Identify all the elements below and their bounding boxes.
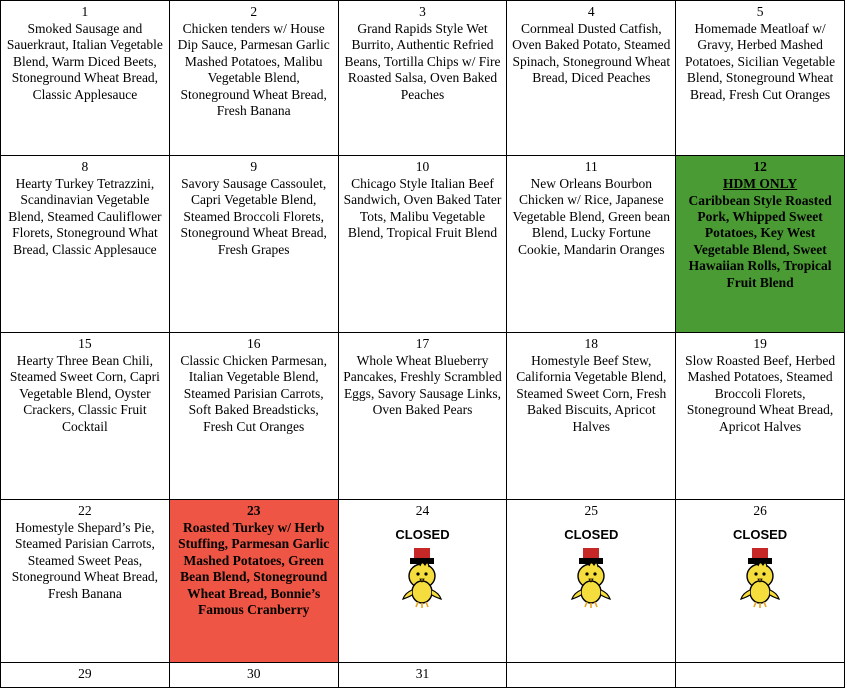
day-menu-text: Smoked Sausage and Sauerkraut, Italian Vegetable Blend, Warm Diced Beets, Stoneground Wheat Bread, Classic Applesauce xyxy=(6,21,163,102)
calendar-day-cell xyxy=(338,156,507,333)
closed-label: CLOSED xyxy=(395,527,450,542)
calendar-day-cell-closed xyxy=(507,500,676,663)
calendar-day-cell xyxy=(169,1,338,156)
day-number: 5 xyxy=(756,4,764,19)
calendar-day-cell xyxy=(507,1,676,156)
day-number: 25 xyxy=(584,503,599,518)
calendar-day-cell xyxy=(676,1,845,156)
day-menu-text: Roasted Turkey w/ Herb Stuffing, Parmesan Garlic Mashed Potatoes, Green Bean Blend, Stoneground Wheat Bread, Bonnie’s Famous Cranberry xyxy=(178,520,330,618)
calendar-day-cell xyxy=(169,156,338,333)
day-menu-text: Caribbean Style Roasted Pork, Whipped Sweet Potatoes, Key West Vegetable Blend, Sweet Hawaiian Rolls, Tropical Fruit Blend xyxy=(688,192,832,290)
calendar-day-cell xyxy=(507,333,676,500)
woodstock-pilgrim-icon xyxy=(680,546,840,608)
day-menu-text: New Orleans Bourbon Chicken w/ Rice, Japanese Vegetable Blend, Green bean Blend, Lucky Fortune Cookie, Mandarin Oranges xyxy=(512,176,670,257)
calendar-week-row xyxy=(1,333,845,500)
day-number: 29 xyxy=(78,666,92,681)
calendar-day-cell xyxy=(1,156,170,333)
closed-label: CLOSED xyxy=(733,527,788,542)
day-number: 4 xyxy=(587,4,595,19)
day-number: 12 xyxy=(753,159,767,174)
day-menu-text: Hearty Turkey Tetrazzini, Scandinavian Vegetable Blend, Steamed Cauliflower Florets, Stoneground What Bread, Classic Applesauce xyxy=(8,176,162,257)
calendar-day-cell xyxy=(1,500,170,663)
calendar-week-row xyxy=(1,156,845,333)
day-menu-text: Homestyle Beef Stew, California Vegetable Blend, Steamed Sweet Corn, Fresh Baked Biscuits, Apricot Halves xyxy=(516,353,667,434)
day-number: 18 xyxy=(584,336,599,351)
day-number: 22 xyxy=(78,503,92,518)
calendar-day-cell xyxy=(507,156,676,333)
woodstock-pilgrim-icon xyxy=(511,546,671,608)
day-number: 17 xyxy=(415,336,430,351)
calendar-day-cell xyxy=(1,1,170,156)
day-number: 26 xyxy=(753,503,767,518)
day-number: 31 xyxy=(415,666,430,681)
day-menu-text: Chicago Style Italian Beef Sandwich, Oven Baked Tater Tots, Malibu Vegetable Blend, Tropical Fruit Blend xyxy=(343,176,502,241)
day-number: 16 xyxy=(246,336,261,351)
day-number: 23 xyxy=(246,503,261,518)
day-menu-text: Cornmeal Dusted Catfish, Oven Baked Potato, Steamed Spinach, Stoneground Wheat Bread, Diced Peaches xyxy=(512,21,671,86)
calendar-day-cell-closed xyxy=(676,500,845,663)
day-menu-text: Savory Sausage Cassoulet, Capri Vegetable Blend, Steamed Broccoli Florets, Stoneground Wheat Bread, Fresh Grapes xyxy=(180,176,327,257)
day-note: HDM ONLY xyxy=(723,176,798,191)
calendar-day-cell-highlighted xyxy=(676,156,845,333)
day-menu-text: Homestyle Shepard’s Pie, Steamed Parisian Carrots, Steamed Sweet Peas, Stoneground Wheat Bread, Fresh Banana xyxy=(11,520,159,601)
day-number: 10 xyxy=(415,159,430,174)
day-menu-text: Whole Wheat Blueberry Pancakes, Freshly Scrambled Eggs, Savory Sausage Links, Oven Baked Pears xyxy=(343,353,502,418)
day-number: 30 xyxy=(246,666,261,681)
day-number: 11 xyxy=(584,159,598,174)
day-number: 3 xyxy=(419,4,426,19)
day-menu-text: Classic Chicken Parmesan, Italian Vegetable Blend, Steamed Parisian Carrots, Soft Baked Breadsticks, Fresh Cut Oranges xyxy=(180,353,327,434)
day-number: 8 xyxy=(81,159,89,174)
day-menu-text: Homemade Meatloaf w/ Gravy, Herbed Mashed Potatoes, Sicilian Vegetable Blend, Stoneground Wheat Bread, Fresh Cut Oranges xyxy=(685,21,836,102)
day-number: 2 xyxy=(250,4,258,19)
day-menu-text: Hearty Three Bean Chili, Steamed Sweet Corn, Capri Vegetable Blend, Oyster Crackers, Classic Fruit Cocktail xyxy=(9,353,160,434)
calendar-day-cell-closed xyxy=(338,500,507,663)
calendar-day-cell xyxy=(338,1,507,156)
calendar-day-cell xyxy=(338,333,507,500)
calendar-day-cell xyxy=(676,333,845,500)
calendar-day-cell-highlighted xyxy=(169,500,338,663)
calendar-week-row xyxy=(1,500,845,663)
calendar-day-cell xyxy=(1,333,170,500)
calendar-day-cell xyxy=(169,333,338,500)
day-menu-text: Grand Rapids Style Wet Burrito, Authentic Refried Beans, Tortilla Chips w/ Fire Roasted Salsa, Oven Baked Peaches xyxy=(344,21,501,102)
day-number: 24 xyxy=(415,503,430,518)
closed-label: CLOSED xyxy=(564,527,619,542)
calendar-week-row xyxy=(1,1,845,156)
day-menu-text: Slow Roasted Beef, Herbed Mashed Potatoes, Steamed Broccoli Florets, Stoneground Wheat Bread, Apricot Halves xyxy=(685,353,836,434)
day-number: 1 xyxy=(81,4,89,19)
woodstock-pilgrim-icon xyxy=(343,546,503,608)
day-number: 9 xyxy=(250,159,258,174)
day-number: 15 xyxy=(78,336,92,351)
day-number: 19 xyxy=(753,336,767,351)
day-menu-text: Chicken tenders w/ House Dip Sauce, Parmesan Garlic Mashed Potatoes, Malibu Vegetable Blend, Stoneground Wheat Bread, Fresh Banana xyxy=(177,21,330,119)
